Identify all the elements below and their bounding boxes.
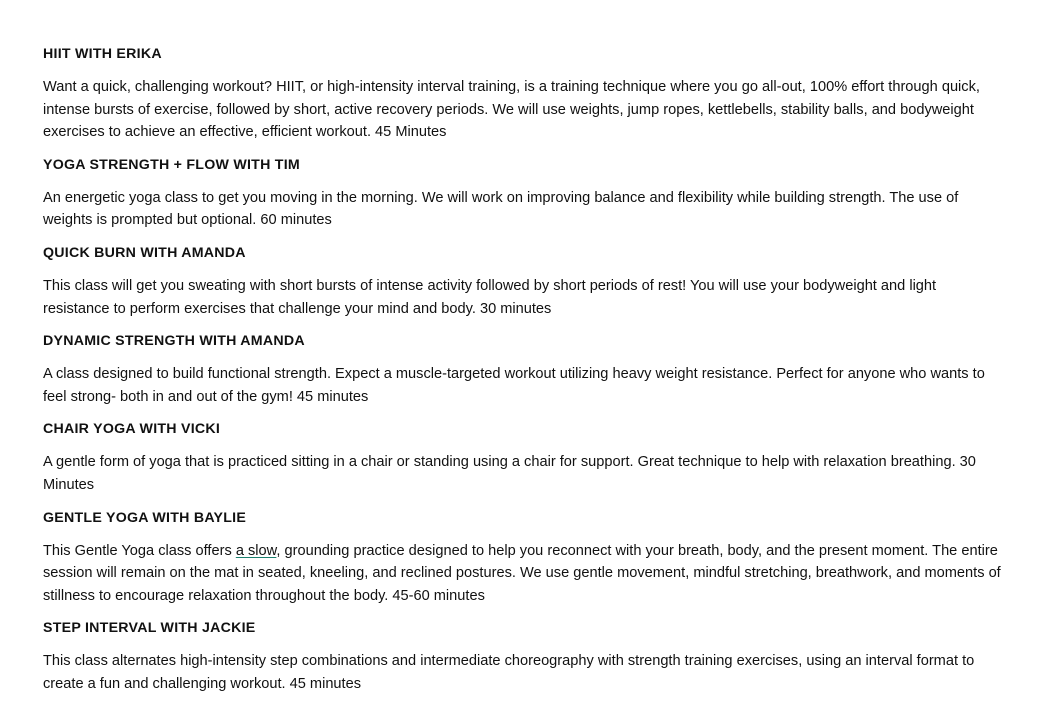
class-description bbox=[43, 540, 1003, 608]
class-entry-step-interval bbox=[43, 618, 1003, 695]
class-description: This class alternates high-intensity step combinations and intermediate choreography with strength training exercises, using an interval format to create a fun and challenging workout. 45 minutes bbox=[43, 653, 975, 692]
class-description: This class will get you sweating with short bursts of intense activity followed by short periods of rest! You will use your bodyweight and light resistance to perform exercises that challenge your mind and body. 30 minutes bbox=[43, 277, 937, 317]
class-title: STEP INTERVAL WITH JACKIE bbox=[43, 620, 256, 637]
class-entry-chair-yoga bbox=[43, 419, 1003, 496]
class-entry-hiit bbox=[43, 44, 1003, 144]
class-title: YOGA STRENGTH + FLOW WITH TIM bbox=[43, 156, 300, 173]
a-slow-link[interactable]: a slow bbox=[235, 542, 277, 559]
class-description: A class designed to build functional strength. Expect a muscle-targeted workout utilizing heavy weight resistance. Perfect for anyone who wants to feel strong- both in and out of the gym! 45 minutes bbox=[43, 366, 985, 405]
class-description: Want a quick, challenging workout? HIIT, or high-intensity interval training, is a training technique where you go all-out, 100% effort through quick, intense bursts of exercise, followed by short, active recovery periods. We will use weights, jump ropes, kettlebells, stability balls, and bodyweight exercises to achieve an effective, efficient workout. 45 Minutes bbox=[43, 79, 980, 141]
class-title: GENTLE YOGA WITH BAYLIE bbox=[43, 509, 247, 526]
class-title: HIIT WITH ERIKA bbox=[43, 46, 162, 62]
class-title: DYNAMIC STRENGTH WITH AMANDA bbox=[43, 333, 305, 350]
class-title: QUICK BURN WITH AMANDA bbox=[43, 244, 246, 261]
class-description: An energetic yoga class to get you moving in the morning. We will work on improving balance and flexibility while building strength. The use of weights is prompted but optional. 60 minutes bbox=[43, 189, 959, 229]
class-title: CHAIR YOGA WITH VICKI bbox=[43, 421, 221, 438]
class-entry-yoga-strength-flow bbox=[43, 155, 1003, 232]
class-entry-dynamic-strength bbox=[43, 331, 1003, 408]
class-description: A gentle form of yoga that is practiced sitting in a chair or standing using a chair for support. Great technique to help with relaxation breathing. 30 Minutes bbox=[43, 454, 976, 493]
class-entry-quick-burn bbox=[43, 243, 1003, 320]
description-text-after: , grounding practice designed to help you reconnect with your breath, body, and the present moment. The entire session will remain on the mat in seated, kneeling, and reclined postures. We use gentle movement, mindful stretching, breathwork, and moments of stillness to encourage relaxation throughout the body. 45-60 minutes bbox=[43, 542, 1001, 604]
description-text-before: This Gentle Yoga class offers bbox=[43, 542, 236, 559]
class-entry-gentle-yoga bbox=[43, 508, 1003, 608]
